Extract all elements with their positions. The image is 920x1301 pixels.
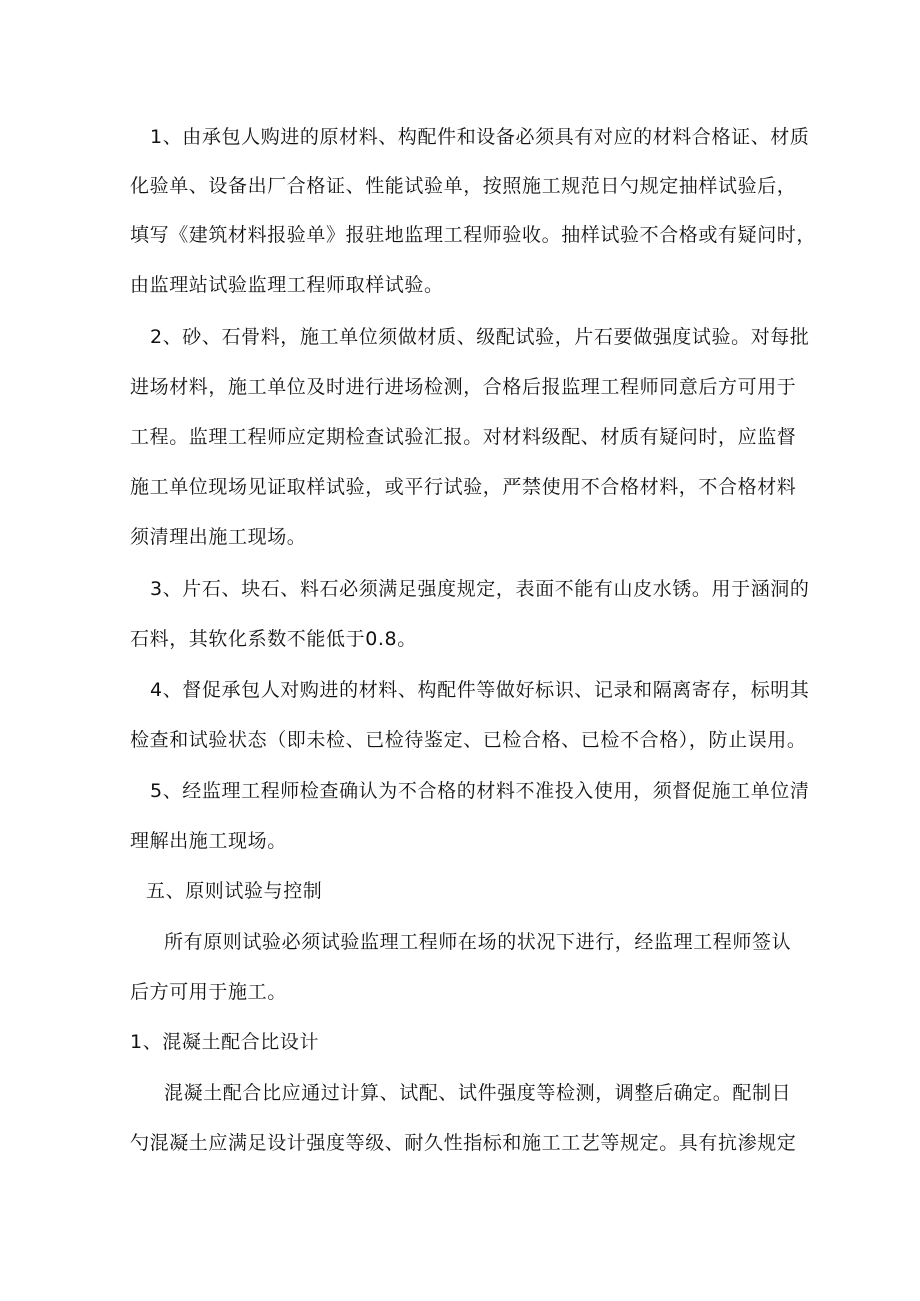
text-line: 施工单位现场见证取样试验，或平行试验，严禁使用不合格材料，不合格材料: [130, 476, 797, 498]
text-line: 填写《建筑材料报验单》报驻地监理工程师验收。抽样试验不合格或有疑问时，: [130, 224, 817, 246]
text-line: 4、督促承包人对购进的材料、构配件等做好标识、记录和隔离寄存，标明其: [150, 679, 810, 701]
text-line: 检查和试验状态（即未检、已检待鉴定、已检合格、已检不合格），防止误用。: [130, 729, 807, 751]
text-line: 3、片石、块石、料石必须满足强度规定，表面不能有山皮水锈。用于涵洞的: [150, 578, 810, 600]
subsection-heading: 1、混凝土配合比设计: [130, 1031, 320, 1053]
text-line: 理解出施工现场。: [130, 830, 287, 852]
text-line: 进场材料，施工单位及时进行进场检测，合格后报监理工程师同意后方可用于: [130, 376, 797, 398]
text-line: 所有原则试验必须试验监理工程师在场的状况下进行，经监理工程师签认: [164, 931, 792, 953]
text-line: 混凝土配合比应通过计算、试配、试件强度等检测，调整后确定。配制日: [164, 1082, 792, 1104]
text-line: 5、经监理工程师检查确认为不合格的材料不准投入使用，须督促施工单位清: [150, 780, 810, 802]
text-line: 工程。监理工程师应定期检查试验汇报。对材料级配、材质有疑问时，应监督: [130, 426, 797, 448]
text-line: 2、砂、石骨料，施工单位须做材质、级配试验，片石要做强度试验。对每批: [150, 326, 810, 348]
text-line: 化验单、设备出厂合格证、性能试验单，按照施工规范日勺规定抽样试验后，: [130, 175, 797, 197]
text-line: 由监理站试验监理工程师取样试验。: [130, 274, 444, 296]
text-line: 1、由承包人购进的原材料、构配件和设备必须具有对应的材料合格证、材质: [150, 126, 810, 148]
text-line: 后方可用于施工。: [130, 981, 287, 1003]
section-heading: 五、原则试验与控制: [146, 880, 323, 902]
text-line: 勺混凝土应满足设计强度等级、耐久性指标和施工工艺等规定。具有抗渗规定: [130, 1132, 797, 1154]
text-line: 须清理出施工现场。: [130, 526, 307, 548]
text-line: 石料，其软化系数不能低于0.8。: [130, 628, 417, 650]
